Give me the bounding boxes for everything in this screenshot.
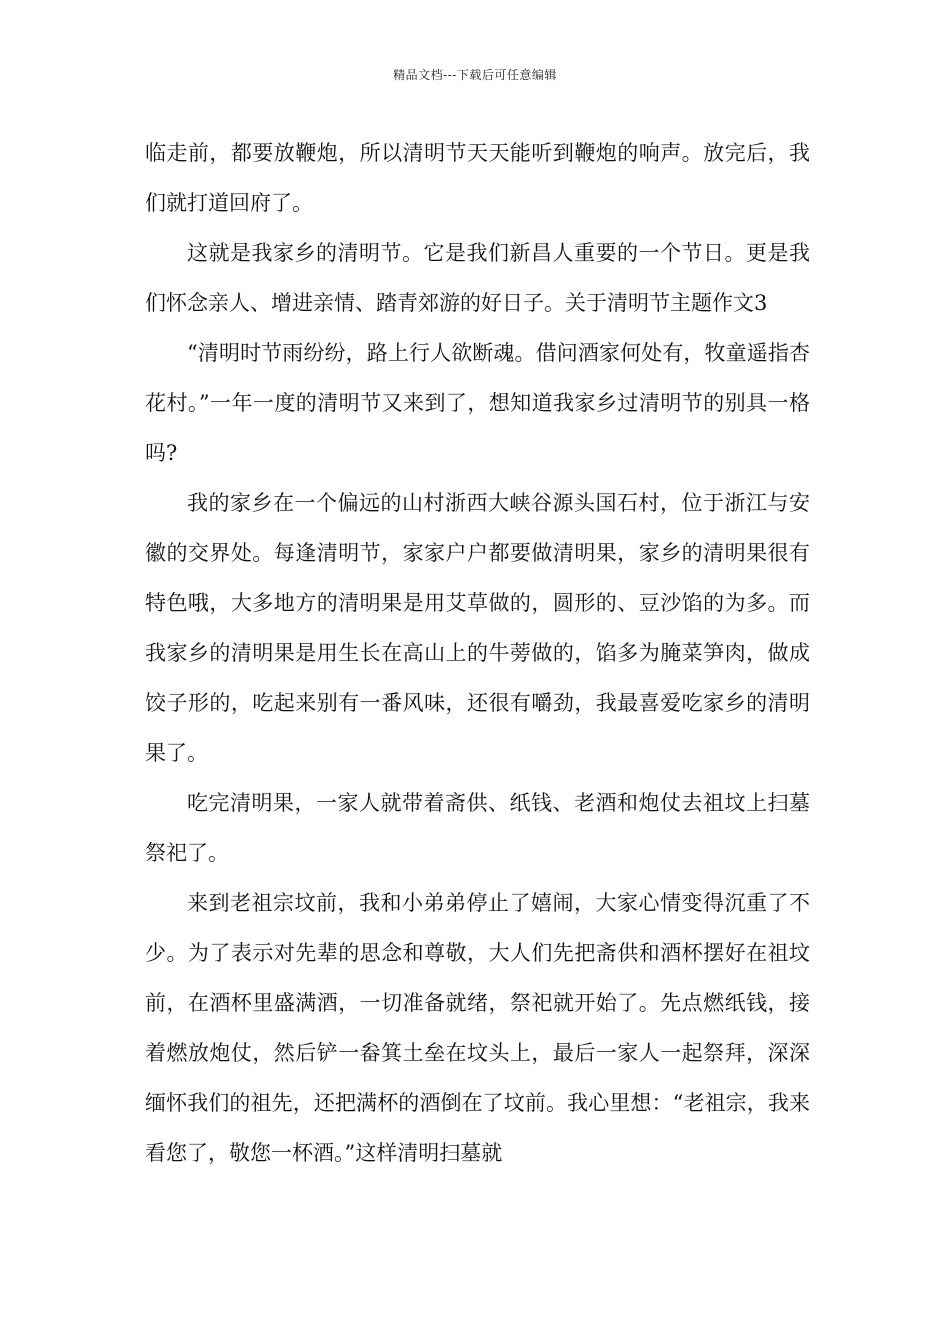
page-header: 精品文档---下载后可任意编辑 [393,68,557,82]
paragraph-1: 临走前，都要放鞭炮，所以清明节天天能听到鞭炮的响声。放完后，我们就打道回府了。 [145,141,810,215]
paragraph-4: 我的家乡在一个偏远的山村浙西大峡谷源头国石村，位于浙江与安徽的交界处。每逢清明节，家家户户都要做清明果，家乡的清明果很有特色哦，大多地方的清明果是用艾草做的，圆形的、豆沙馅的为多。而我家乡的清明果是用生长在高山上的牛蒡做的，馅多为腌菜笋肉，做成饺子形的，吃起来别有一番风味，还很有嚼劲，我最喜爱吃家乡的清明果了。 [145,491,810,765]
paragraph-5: 吃完清明果，一家人就带着斋供、纸钱、老酒和炮仗去祖坟上扫墓祭祀了。 [145,791,810,865]
paragraph-2: 这就是我家乡的清明节。它是我们新昌人重要的一个节日。更是我们怀念亲人、增进亲情、踏青郊游的好日子。关于清明节主题作文3 [145,241,810,315]
paragraph-6: 来到老祖宗坟前，我和小弟弟停止了嬉闹，大家心情变得沉重了不少。为了表示对先辈的思念和尊敬，大人们先把斋供和酒杯摆好在祖坟前，在酒杯里盛满酒，一切准备就绪，祭祀就开始了。先点燃纸钱，接着燃放炮仗，然后铲一畚箕土垒在坟头上，最后一家人一起祭拜，深深缅怀我们的祖先，还把满杯的酒倒在了坟前。我心里想：“老祖宗，我来看您了，敬您一杯酒。”这样清明扫墓就 [145,891,810,1165]
document-body [145,128,810,1178]
paragraph-3: “清明时节雨纷纷，路上行人欲断魂。借问酒家何处有，牧童遥指杏花村。”一年一度的清明节又来到了，想知道我家乡过清明节的别具一格吗? [145,341,810,465]
